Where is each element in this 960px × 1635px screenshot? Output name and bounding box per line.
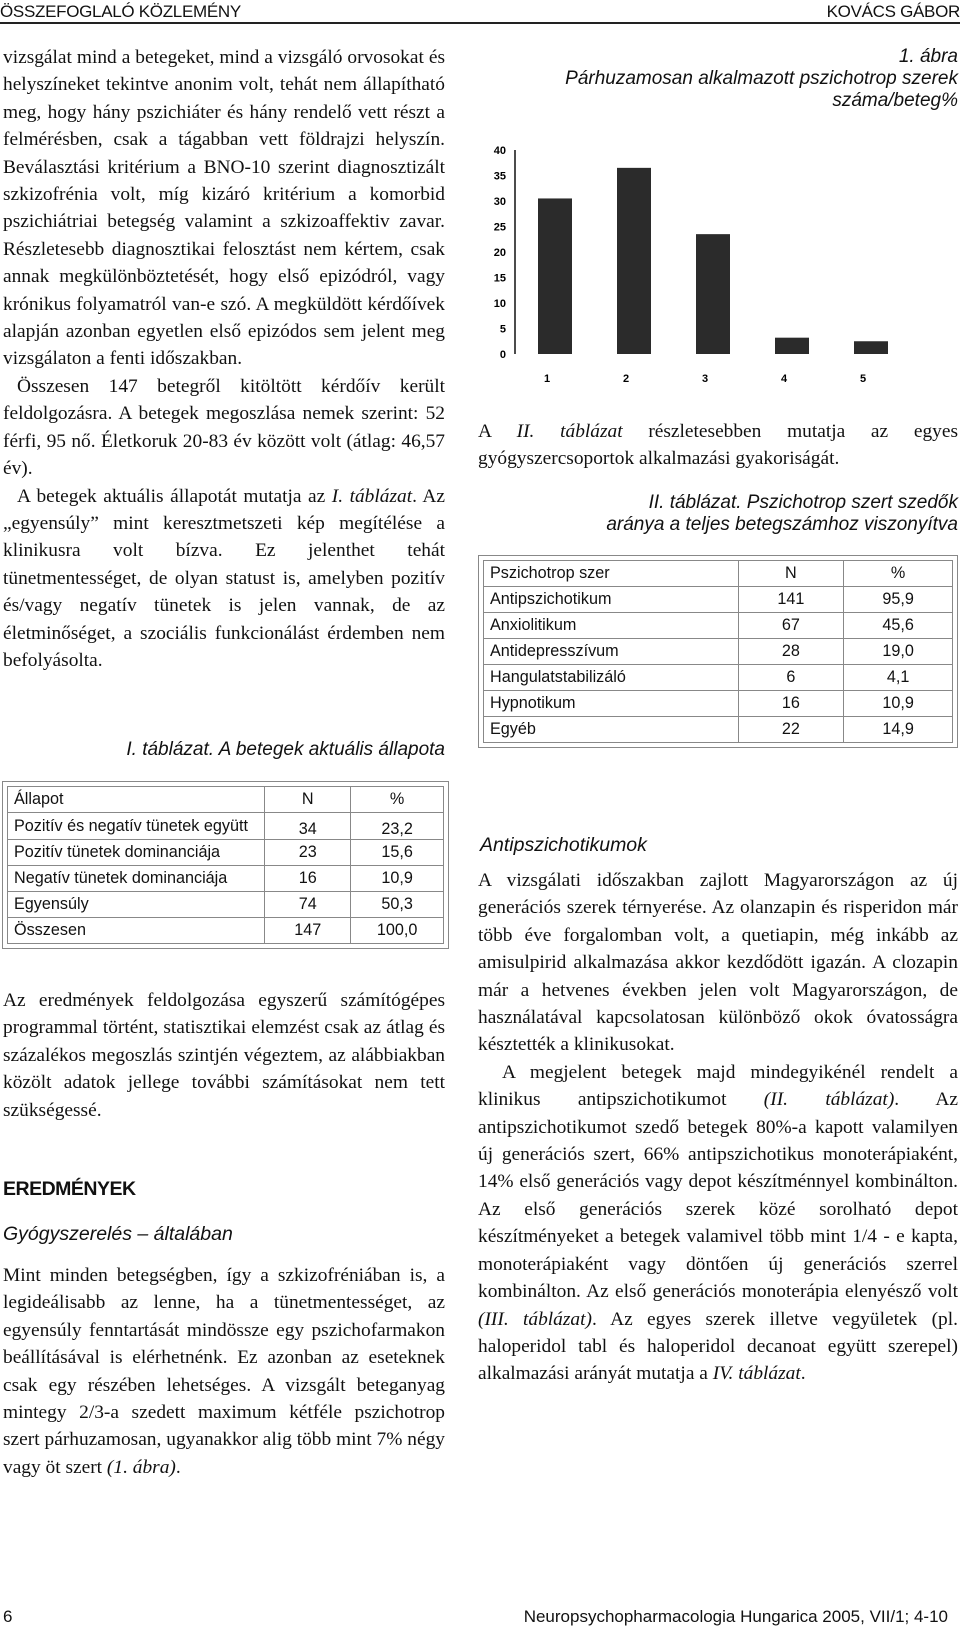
y-tick-label: 25 [493, 221, 506, 234]
figure-number: 1. ábra [898, 46, 958, 67]
text-span: részletesebben mutatja az egyes gyógyszercsoportok alkalmazási gyakoriságát. [478, 421, 958, 470]
left-column-results [3, 1262, 445, 1481]
table-cell: Anxiolitikum [484, 613, 739, 639]
paragraph-new-generation: A vizsgálati időszakban zajlott Magyarországon az új generációs szerek térnyerése. Az olanzapin és risperidon már több éve forgalomban volt, a quetiapin, még inkább az amisulpirid alkalmazása akkor kezdődött igazán. A clozapin már a hetvenes években jelen volt Magyarországon, de használatával kapcsolatosan különböző okok óvatosságra késztették a klinikusokat. [478, 870, 958, 1056]
table-cell: Negatív tünetek dominanciája [8, 866, 265, 892]
right-column-body [478, 867, 958, 1388]
text-span: . [800, 1363, 806, 1385]
table-cell: 95,9 [844, 587, 953, 613]
table-cell: 19,0 [844, 639, 953, 665]
x-tick-label: 5 [859, 373, 867, 385]
section-heading: EREDMÉNYEK [3, 1178, 136, 1200]
paragraph-methods: vizsgálat mind a betegeket, mind a vizsgáló orvosokat és helyszíneket tekintve anonim volt, tehát nem állapítható meg, hogy hány pszichiáter és hány rendelő vett részt a felmérésben, csak a tágabban vett földrajzi helyszín. Beválasztási kritérium a BNO-10 szerint diagnosztizált szkizofrénia volt, míg kizáró kritérium a komorbid pszichiátriai betegség valamint a szkizoaffektiv zavar. Részletesebb diagnosztikai felosztást nem kértem, csak annak megkülönböztetését, hogy első epizódról, vagy krónikus folyamatról van-e szó. A megküldött kérdőívek alapján azonban egyetlen első epizódos sem jelent meg vizsgálaton a fenti időszakban. [3, 47, 445, 370]
table2-frame [478, 555, 958, 748]
table-cell: 45,6 [844, 613, 953, 639]
table-header-cell: % [844, 561, 953, 587]
table-header-cell: Állapot [8, 787, 265, 813]
table-row [484, 691, 953, 717]
table-row [8, 866, 444, 892]
table2-caption [478, 492, 958, 536]
y-tick-label: 20 [493, 247, 506, 259]
left-column-bottom [3, 987, 445, 1124]
figure-title-line2: száma/beteg% [832, 90, 958, 111]
y-tick-label: 15 [493, 272, 506, 285]
table-cell: 14,9 [844, 717, 953, 743]
table-cell: Egyensúly [8, 892, 265, 918]
table-cell: 100,0 [351, 918, 444, 944]
table-cell: 23,2 [351, 813, 444, 840]
table-row [8, 918, 444, 944]
bar-3 [696, 234, 730, 354]
running-header-left: ÖSSZEFOGLALÓ KÖZLEMÉNY [0, 2, 241, 21]
paragraph-medication [3, 1262, 445, 1481]
bar-1 [538, 198, 572, 354]
table-ref: (II. táblázat) [763, 1089, 895, 1111]
figure-ref: (1. ábra) [106, 1456, 176, 1478]
bar-4 [775, 338, 809, 354]
bar-2 [617, 168, 651, 354]
header-rule [0, 22, 960, 24]
text-span: A betegek aktuális állapotát mutatja az [17, 485, 332, 507]
table-row [8, 892, 444, 918]
table-cell: Pozitív és negatív tünetek együtt [8, 813, 265, 840]
table-header-cell: N [265, 787, 351, 813]
table-cell: Hypnotikum [484, 691, 739, 717]
table-row [484, 639, 953, 665]
paragraph-table2-intro [478, 418, 958, 473]
table-ref: IV. táblázat [712, 1363, 801, 1385]
table-cell: Antidepresszívum [484, 639, 739, 665]
y-tick-label: 10 [493, 298, 506, 310]
subsection-heading-antipsychotics: Antipszichotikumok [480, 834, 647, 856]
table-row [484, 613, 953, 639]
table-row [8, 813, 444, 840]
table1-frame [2, 781, 449, 949]
table-row [484, 665, 953, 691]
figure-title-line1: Párhuzamosan alkalmazott pszichotrop szerek [565, 68, 958, 89]
left-column-top [3, 44, 445, 674]
figure-caption [478, 46, 958, 112]
table-header-row [8, 787, 444, 813]
table-cell: 6 [738, 665, 844, 691]
table-cell: 10,9 [351, 866, 444, 892]
text-span: . Az egyes szerek illetve vegyületek (pl. haloperidol tabl és haloperidol decanoat együtt szerepel) alkalmazási arányát mutatja a [478, 1308, 958, 1385]
table1 [7, 786, 444, 944]
table-cell: 74 [265, 892, 351, 918]
right-column-intro [478, 418, 958, 473]
table-cell: 22 [738, 717, 844, 743]
journal-citation: Neuropsychopharmacologia Hungarica 2005, VII/1; 4-10 [523, 1607, 948, 1626]
table-row [484, 587, 953, 613]
table-ref: II. táblázat [516, 421, 623, 442]
table-header-row [484, 561, 953, 587]
text-span: Mint minden betegségben, így a szkizofréniában is, a legideálisabb az lenne, ha a tünetmentességet, az egyensúly fenntartását mindössze egy pszichofarmakon beállításával is elérhetnénk. Ez azonban az eseteknek csak egy részében lehetséges. A vizsgált beteganyag mintegy 2/3-a szedett maximum kétféle pszichotrop szert párhuzamosan, ugyanakkor alig több mint 7% négy vagy öt szert [3, 1265, 445, 1478]
bar-5 [854, 341, 888, 354]
y-tick-label: 35 [493, 170, 506, 183]
bar-chart [478, 138, 948, 398]
table-row [8, 840, 444, 866]
y-tick-label: 0 [499, 349, 506, 361]
table-cell: 28 [738, 639, 844, 665]
table-cell: 10,9 [844, 691, 953, 717]
table-cell: 147 [265, 918, 351, 944]
paragraph-sample: Összesen 147 betegről kitöltött kérdőív került feldolgozásra. A betegek megoszlása nemek szerint: 52 férfi, 95 nő. Életkoruk 20-83 év között volt (átlag: 46,57 év). [3, 375, 445, 480]
subsection-heading: Gyógyszerelés – általában [3, 1223, 233, 1245]
paragraph-prescriptions [478, 1059, 958, 1388]
table-cell: 16 [265, 866, 351, 892]
table-cell: 34 [265, 813, 351, 840]
table-cell: 16 [738, 691, 844, 717]
table-header-cell: Pszichotrop szer [484, 561, 739, 587]
running-header-right: KOVÁCS GÁBOR [826, 2, 960, 21]
table2-caption-line1: II. táblázat. Pszichotrop szert szedők [648, 492, 958, 513]
table-header-cell: N [738, 561, 844, 587]
table-cell: Összesen [8, 918, 265, 944]
paragraph-state [3, 483, 445, 675]
table1-caption: I. táblázat. A betegek aktuális állapota [126, 739, 445, 760]
text-span: A megjelent betegek majd mindegyikénél rendelt a klinikus antipszichotikumot [478, 1061, 958, 1111]
table2 [483, 560, 953, 743]
x-tick-label: 1 [543, 373, 551, 385]
y-tick-label: 30 [493, 196, 506, 208]
text-span: . Az antipszichotikumot szedő betegek 80%-a kapott valamilyen új generációs szert, 66% antipszichotikus monoterápiaként, 14% első generációs vagy depot készítménnyel kombinálton. Az első generációs szerek közé sorolható depot készítményeket a betegek valamivel több mint 1/4 - e kapta, monoterápiaként vagy döntően új generációs szerrel kombinálton. Az első generációs monoterápia elenyésző volt [478, 1089, 958, 1303]
y-tick-label: 5 [499, 323, 506, 336]
table-cell: Antipszichotikum [484, 587, 739, 613]
table-cell: 4,1 [844, 665, 953, 691]
table-cell: 23 [265, 840, 351, 866]
table-ref: (III. táblázat) [478, 1308, 592, 1330]
text-span: A [478, 421, 517, 442]
x-tick-label: 2 [622, 373, 630, 385]
text-span: . Az „egyensúly” mint keresztmetszeti kép megítélése a klinikusra volt bízva. Ez jelenthet tehát tünetmentességet, de olyan statust is, amelyben pozitív és/vagy negatív tünetek is jelen vannak, de az életminőséget, a szociális funkcionálást érdemben nem befolyásolta. [3, 485, 445, 671]
page-number: 6 [3, 1607, 13, 1626]
table-header-cell: % [351, 787, 444, 813]
table-row [484, 717, 953, 743]
paragraph-processing: Az eredmények feldolgozása egyszerű számítógépes programmal történt, statisztikai elemzést csak az átlag és százalékos megoszlás szintjén végeztem, az alábbiakban közölt adatok jellege további számításokat nem tett szükségessé. [3, 990, 445, 1121]
table-ref: I. táblázat [331, 485, 413, 507]
table-cell: 50,3 [351, 892, 444, 918]
table2-caption-line2: aránya a teljes betegszámhoz viszonyítva [606, 514, 958, 535]
table-cell: 15,6 [351, 840, 444, 866]
table-cell: Egyéb [484, 717, 739, 743]
table-cell: 141 [738, 587, 844, 613]
table-cell: 67 [738, 613, 844, 639]
table-cell: Pozitív tünetek dominanciája [8, 840, 265, 866]
y-tick-label: 40 [493, 145, 506, 157]
table-cell: Hangulatstabilizáló [484, 665, 739, 691]
text-span: . [175, 1456, 181, 1478]
x-tick-label: 3 [701, 373, 709, 385]
x-tick-label: 4 [780, 373, 788, 385]
